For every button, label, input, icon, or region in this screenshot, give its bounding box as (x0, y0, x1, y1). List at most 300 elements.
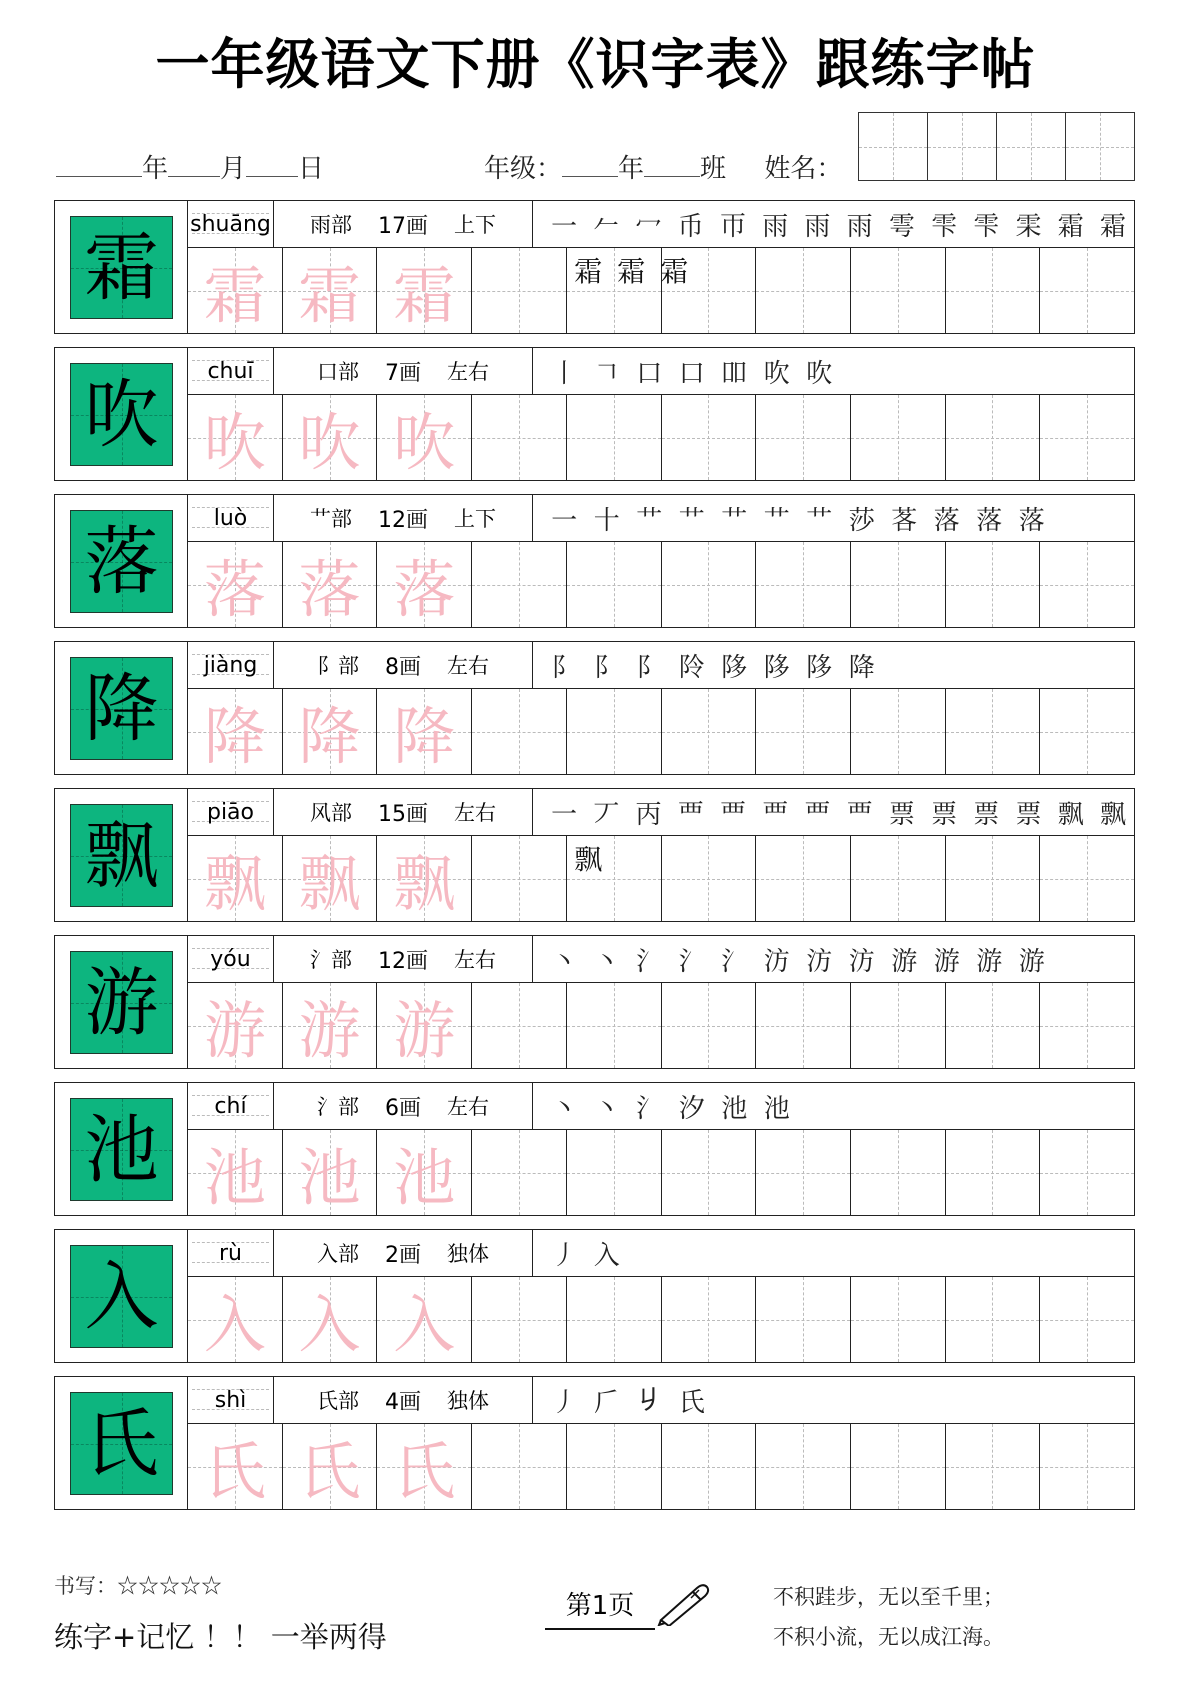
writing-grid (188, 1130, 1134, 1215)
row-header (188, 936, 1134, 983)
trace-character: 入 (298, 1288, 361, 1361)
trace-character: 落 (393, 553, 456, 626)
trace-character: 游 (393, 994, 456, 1067)
writing-cell[interactable] (1040, 689, 1134, 774)
stroke-step: 雩 (888, 211, 915, 242)
pen-icon (655, 1580, 711, 1626)
character-info (274, 348, 533, 394)
trace-character: 游 (298, 994, 361, 1067)
structure: 左右 (454, 801, 496, 825)
stroke-step: 𠃍 (593, 358, 620, 389)
stroke-count: 15画 (378, 801, 428, 827)
stroke-order (533, 789, 1134, 835)
trace-character: 氏 (203, 1435, 266, 1508)
writing-cell[interactable] (851, 1130, 946, 1215)
writing-cell[interactable] (1040, 1277, 1134, 1362)
writing-cell[interactable] (1040, 395, 1134, 480)
writing-cell[interactable] (946, 1130, 1041, 1215)
rating-label: 书写： (54, 1574, 117, 1598)
writing-cell[interactable] (377, 1277, 472, 1362)
writing-cell[interactable] (188, 248, 283, 333)
stroke-step: 阝 (636, 652, 663, 683)
stroke-count: 17画 (378, 213, 428, 239)
radical: 氵部 (310, 948, 352, 972)
row-header (188, 642, 1134, 689)
stroke-step: 池 (763, 1093, 790, 1124)
writing-cell[interactable] (567, 689, 662, 774)
rating (54, 1570, 222, 1600)
writing-cell[interactable] (472, 836, 567, 921)
stroke-count: 12画 (378, 507, 428, 533)
model-character: 游 (84, 959, 159, 1046)
trace-character: 氏 (298, 1435, 361, 1508)
pinyin-cell (188, 348, 274, 394)
writing-grid (188, 1277, 1134, 1362)
stroke-step: 票 (888, 799, 915, 830)
model-character-cell (55, 201, 188, 333)
model-character-cell (55, 348, 188, 480)
stroke-step: 降 (848, 652, 875, 683)
writing-cell[interactable] (283, 1130, 378, 1215)
model-character-box (70, 363, 173, 466)
writing-cell[interactable] (472, 689, 567, 774)
rating-stars[interactable]: ☆☆☆☆☆ (117, 1574, 222, 1598)
trace-character: 氏 (393, 1435, 456, 1508)
writing-cell[interactable] (851, 1277, 946, 1362)
stroke-step: 覀 (804, 799, 831, 830)
stroke-step: 丿 (551, 1387, 578, 1418)
writing-cell[interactable] (1040, 1130, 1134, 1215)
trace-character: 落 (298, 553, 361, 626)
name-box[interactable] (997, 113, 1066, 180)
model-character: 氏 (84, 1400, 159, 1487)
pinyin-cell (188, 495, 274, 541)
stroke-step: 阾 (678, 652, 705, 683)
stroke-step: 丶 (551, 1093, 578, 1124)
writing-cell[interactable] (377, 689, 472, 774)
stroke-step: 艹 (763, 505, 790, 536)
stroke-step: 𠂈 (636, 1385, 663, 1416)
writing-cell[interactable] (851, 248, 946, 333)
writing-cell[interactable] (188, 395, 283, 480)
trace-character: 霜 (203, 259, 266, 332)
writing-cell[interactable] (377, 836, 472, 921)
stroke-step: 汸 (763, 946, 790, 977)
grade-blank[interactable] (562, 154, 618, 177)
writing-cell[interactable] (662, 689, 757, 774)
date-field (56, 148, 324, 185)
stroke-count: 8画 (385, 654, 421, 680)
writing-cell[interactable] (472, 542, 567, 627)
writing-cell[interactable] (851, 983, 946, 1068)
stroke-step: 一 (551, 505, 578, 536)
writing-cell[interactable] (946, 836, 1041, 921)
model-character-box (70, 657, 173, 760)
stroke-step: 阝 (551, 652, 578, 683)
stroke-step: 十 (593, 505, 620, 536)
model-character-box (70, 216, 173, 319)
stroke-step: 覀 (846, 799, 873, 830)
pinyin: shì (214, 1387, 247, 1413)
writing-cell[interactable] (756, 983, 851, 1068)
stroke-step: 茖 (891, 505, 918, 536)
stroke-step: 陊 (763, 652, 790, 683)
character-row (54, 494, 1135, 628)
writing-grid (188, 248, 1134, 333)
trace-character: 降 (203, 700, 266, 773)
writing-cell[interactable] (377, 542, 472, 627)
model-character: 霜 (84, 224, 159, 311)
writing-cell[interactable] (756, 542, 851, 627)
name-box[interactable] (1066, 113, 1134, 180)
model-character: 落 (84, 518, 159, 605)
writing-cell[interactable] (1040, 542, 1134, 627)
stroke-step: 陊 (806, 652, 833, 683)
name-boxes (858, 112, 1135, 181)
stroke-step: 口 (678, 358, 705, 389)
stroke-step: 丿 (551, 1240, 578, 1271)
writing-grid (188, 395, 1134, 480)
writing-cell[interactable] (567, 248, 689, 333)
writing-cell[interactable] (567, 542, 662, 627)
writing-cell[interactable] (756, 689, 851, 774)
stroke-step: 雨 (762, 211, 789, 242)
pinyin: rù (219, 1240, 242, 1266)
stroke-step: 霜 (617, 255, 646, 288)
stroke-step: 丨 (551, 358, 578, 389)
character-info (274, 789, 533, 835)
stroke-step: 票 (1015, 799, 1042, 830)
pinyin: yóu (210, 946, 251, 972)
writing-grid (188, 836, 1134, 921)
writing-cell[interactable] (756, 395, 851, 480)
writing-cell[interactable] (851, 542, 946, 627)
pinyin-cell (188, 789, 274, 835)
month-blank[interactable] (168, 154, 220, 177)
year-label: 年 (142, 154, 169, 184)
model-character: 降 (84, 665, 159, 752)
pinyin: luò (213, 505, 248, 531)
stroke-step: 游 (1018, 946, 1045, 977)
stroke-step: 吅 (721, 358, 748, 389)
stroke-order (533, 201, 1134, 247)
row-header (188, 201, 1134, 248)
character-info (274, 1230, 533, 1276)
row-header (188, 1377, 1134, 1424)
writing-cell[interactable] (662, 395, 757, 480)
writing-cell[interactable] (472, 1130, 567, 1215)
name-box[interactable] (859, 113, 928, 180)
writing-cell[interactable] (662, 542, 757, 627)
writing-cell[interactable] (756, 1424, 851, 1509)
stroke-step: 雨 (804, 211, 831, 242)
structure: 独体 (447, 1389, 489, 1413)
stroke-step: 氵 (678, 946, 705, 977)
pinyin: chuī (207, 358, 254, 384)
day-blank[interactable] (246, 154, 298, 177)
writing-cell[interactable] (662, 1130, 757, 1215)
writing-cell[interactable] (472, 1277, 567, 1362)
writing-cell[interactable] (1040, 983, 1134, 1068)
writing-cell[interactable] (283, 1277, 378, 1362)
writing-cell[interactable] (946, 983, 1041, 1068)
writing-cell[interactable] (1040, 836, 1134, 921)
trace-character: 入 (203, 1288, 266, 1361)
model-character-cell (55, 495, 188, 627)
stroke-step: 艹 (721, 505, 748, 536)
pinyin: shuāng (190, 211, 271, 237)
structure: 上下 (454, 507, 496, 531)
stroke-step: 霜 (574, 255, 603, 288)
character-row (54, 641, 1135, 775)
grade-label: 年级： (484, 154, 563, 184)
character-row (54, 200, 1135, 334)
stroke-step: 艹 (806, 505, 833, 536)
writing-cell[interactable] (472, 248, 567, 333)
writing-cell[interactable] (946, 542, 1041, 627)
stroke-step: 覀 (762, 799, 789, 830)
radical: 风部 (310, 801, 352, 825)
trace-character: 落 (203, 553, 266, 626)
pinyin-cell (188, 1230, 274, 1276)
trace-character: 池 (203, 1141, 266, 1214)
writing-grid (188, 983, 1134, 1068)
pinyin: jiàng (203, 652, 258, 678)
row-header (188, 1230, 1134, 1277)
writing-cell[interactable] (946, 395, 1041, 480)
trace-character: 飘 (298, 847, 361, 920)
pinyin: chí (214, 1093, 247, 1119)
trace-character: 池 (393, 1141, 456, 1214)
writing-cell[interactable] (756, 836, 851, 921)
writing-cell[interactable] (188, 983, 283, 1068)
radical: 阝部 (317, 654, 359, 678)
stroke-step: 吹 (806, 358, 833, 389)
stroke-order (533, 936, 1134, 982)
stroke-step: 币 (677, 211, 704, 242)
stroke-count: 2画 (385, 1242, 421, 1268)
stroke-order (533, 1377, 1134, 1423)
writing-cell[interactable] (567, 1130, 662, 1215)
model-character-cell (55, 789, 188, 921)
writing-cell[interactable] (283, 983, 378, 1068)
stroke-step: 汸 (806, 946, 833, 977)
writing-cell[interactable] (567, 1424, 662, 1509)
trace-character: 降 (393, 700, 456, 773)
writing-cell[interactable] (946, 689, 1041, 774)
pinyin-cell (188, 1083, 274, 1129)
writing-cell[interactable] (946, 1277, 1041, 1362)
character-row (54, 1376, 1135, 1510)
structure: 独体 (447, 1242, 489, 1266)
stroke-step: 阝 (593, 652, 620, 683)
writing-cell[interactable] (662, 1424, 757, 1509)
writing-cell[interactable] (377, 395, 472, 480)
stroke-count: 7画 (385, 360, 421, 386)
model-character-cell (55, 642, 188, 774)
model-character-cell (55, 1377, 188, 1509)
stroke-step: 丶 (551, 946, 578, 977)
model-character: 吹 (84, 371, 159, 458)
radical: 入部 (317, 1242, 359, 1266)
name-label: 姓名： (764, 154, 843, 184)
stroke-step: 飘 (574, 843, 603, 876)
writing-cell[interactable] (283, 836, 378, 921)
stroke-step: 霜 (660, 255, 689, 288)
character-info (274, 1083, 533, 1129)
stroke-step: 游 (976, 946, 1003, 977)
structure: 上下 (454, 213, 496, 237)
writing-cell[interactable] (567, 395, 662, 480)
row-header (188, 495, 1134, 542)
model-character: 入 (84, 1253, 159, 1340)
character-info (274, 201, 533, 247)
radical: 氵部 (317, 1095, 359, 1119)
stroke-step: 丶 (593, 1093, 620, 1124)
structure: 左右 (447, 1095, 489, 1119)
radical: 艹部 (310, 507, 352, 531)
stroke-step: 雫 (931, 211, 958, 242)
pinyin-cell (188, 1377, 274, 1423)
stroke-step: 艹 (636, 505, 663, 536)
trace-character: 霜 (393, 259, 456, 332)
class-blank[interactable] (644, 154, 700, 177)
trace-character: 吹 (203, 406, 266, 479)
year-blank[interactable] (56, 154, 142, 177)
character-info (274, 936, 533, 982)
writing-cell[interactable] (188, 1424, 283, 1509)
radical: 雨部 (310, 213, 352, 237)
stroke-step: 丙 (635, 799, 662, 830)
stroke-step: 氵 (721, 946, 748, 977)
writing-cell[interactable] (567, 1277, 662, 1362)
character-info (274, 642, 533, 688)
quote-line-1: 不积跬步，无以至千里； (773, 1585, 1004, 1609)
stroke-step: 艹 (678, 505, 705, 536)
stroke-step: 飘 (1057, 799, 1084, 830)
writing-cell[interactable] (851, 689, 946, 774)
stroke-step: 池 (721, 1093, 748, 1124)
writing-cell[interactable] (662, 1277, 757, 1362)
writing-cell[interactable] (756, 1130, 851, 1215)
writing-cell[interactable] (756, 1277, 851, 1362)
stroke-step: 一 (551, 799, 578, 830)
writing-cell[interactable] (946, 248, 1041, 333)
writing-cell[interactable] (283, 248, 378, 333)
writing-cell[interactable] (851, 395, 946, 480)
writing-cell[interactable] (946, 1424, 1041, 1509)
trace-character: 入 (393, 1288, 456, 1361)
writing-cell[interactable] (283, 395, 378, 480)
writing-cell[interactable] (377, 1424, 472, 1509)
stroke-step: 票 (931, 799, 958, 830)
day-label: 日 (298, 154, 325, 184)
model-character-box (70, 1098, 173, 1201)
stroke-step: 落 (976, 505, 1003, 536)
stroke-order (533, 348, 1134, 394)
writing-cell[interactable] (377, 248, 472, 333)
name-box[interactable] (928, 113, 997, 180)
stroke-order (533, 1083, 1134, 1129)
writing-cell[interactable] (283, 1424, 378, 1509)
writing-cell[interactable] (283, 689, 378, 774)
stroke-step: 氵 (636, 1093, 663, 1124)
writing-cell[interactable] (377, 1130, 472, 1215)
writing-cell[interactable] (567, 983, 662, 1068)
stroke-step: 汸 (848, 946, 875, 977)
stroke-step: 雫 (973, 211, 1000, 242)
stroke-step: 霜 (1057, 211, 1084, 242)
writing-cell[interactable] (188, 542, 283, 627)
writing-cell[interactable] (756, 248, 851, 333)
grade-field (484, 148, 842, 185)
model-character-box (70, 951, 173, 1054)
stroke-step: 吹 (763, 358, 790, 389)
character-row (54, 935, 1135, 1069)
writing-cell[interactable] (472, 395, 567, 480)
writing-cell[interactable] (1040, 1424, 1134, 1509)
model-character-box (70, 1245, 173, 1348)
structure: 左右 (447, 360, 489, 384)
writing-cell[interactable] (283, 542, 378, 627)
writing-cell[interactable] (377, 983, 472, 1068)
stroke-step: 票 (973, 799, 1000, 830)
writing-cell[interactable] (567, 836, 662, 921)
quote-line-2: 不积小流，无以成江海。 (773, 1625, 1004, 1649)
trace-character: 霜 (298, 259, 361, 332)
class-label: 班 (700, 154, 727, 184)
stroke-count: 12画 (378, 948, 428, 974)
stroke-step: 陊 (721, 652, 748, 683)
writing-cell[interactable] (188, 836, 283, 921)
grade-year-label: 年 (618, 154, 645, 184)
trace-character: 池 (298, 1141, 361, 1214)
writing-grid (188, 689, 1134, 774)
writing-cell[interactable] (851, 836, 946, 921)
stroke-step: 口 (636, 358, 663, 389)
page-title: 一年级语文下册《识字表》跟练字帖 (155, 33, 1036, 96)
trace-character: 飘 (203, 847, 266, 920)
model-character-box (70, 1392, 173, 1495)
writing-grid (188, 1424, 1134, 1509)
stroke-step: 落 (1018, 505, 1045, 536)
stroke-step: 雬 (1015, 211, 1042, 242)
writing-cell[interactable] (472, 983, 567, 1068)
stroke-step: 飘 (1099, 799, 1126, 830)
model-character: 池 (84, 1106, 159, 1193)
stroke-step: 莎 (848, 505, 875, 536)
trace-character: 飘 (393, 847, 456, 920)
structure: 左右 (447, 654, 489, 678)
writing-cell[interactable] (188, 1130, 283, 1215)
page-number: 第1页 (545, 1585, 655, 1630)
stroke-step: 氏 (678, 1387, 705, 1418)
trace-character: 游 (203, 994, 266, 1067)
stroke-order (533, 642, 1134, 688)
model-character-box (70, 510, 173, 613)
writing-cell[interactable] (1040, 248, 1134, 333)
writing-cell[interactable] (188, 689, 283, 774)
writing-cell[interactable] (472, 1424, 567, 1509)
stroke-count: 6画 (385, 1095, 421, 1121)
stroke-step: 覀 (719, 799, 746, 830)
stroke-step: 雨 (846, 211, 873, 242)
writing-cell[interactable] (188, 1277, 283, 1362)
model-character-cell (55, 1230, 188, 1362)
model-character-cell (55, 1083, 188, 1215)
writing-cell[interactable] (662, 983, 757, 1068)
writing-cell[interactable] (851, 1424, 946, 1509)
